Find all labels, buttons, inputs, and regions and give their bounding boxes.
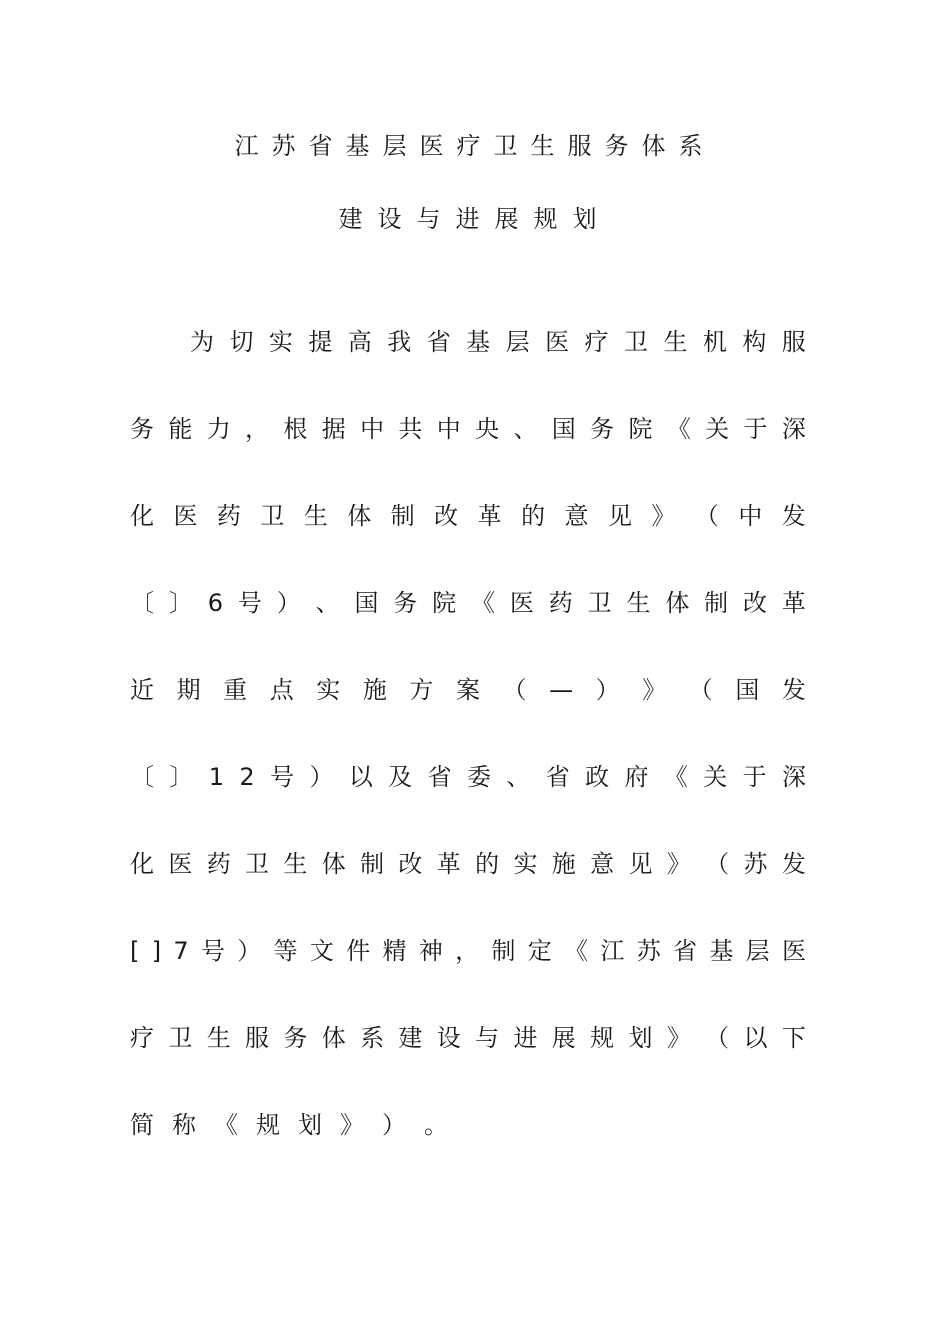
paragraph-char: 体: [321, 1024, 346, 1052]
paragraph-char: 卫: [623, 328, 648, 356]
paragraph-char: 生: [626, 589, 651, 617]
paragraph-char: 关: [705, 415, 730, 443]
paragraph-char: 提: [308, 328, 333, 356]
paragraph-char: 深: [781, 415, 806, 443]
paragraph-char: 》: [651, 502, 676, 530]
paragraph-char: 进: [513, 1024, 538, 1052]
paragraph-line: [130, 849, 806, 879]
paragraph-char: 称: [172, 1111, 196, 1139]
paragraph-char: 施: [362, 676, 387, 704]
paragraph-char: 方: [409, 676, 434, 704]
paragraph-char: 中: [738, 502, 763, 530]
paragraph-char: 及: [388, 763, 413, 791]
paragraph-char: 案: [455, 676, 480, 704]
paragraph-char: 改: [398, 850, 423, 878]
paragraph-char: 务: [393, 589, 418, 617]
paragraph-char: 政: [585, 763, 610, 791]
paragraph-line: [130, 675, 806, 705]
paragraph-char: 实: [316, 676, 341, 704]
paragraph-char: 、: [506, 763, 531, 791]
paragraph-char: （: [502, 676, 527, 704]
paragraph-char: 江: [600, 937, 625, 965]
paragraph-char: 系: [360, 1024, 385, 1052]
paragraph-char: 医: [545, 328, 570, 356]
paragraph-char: 》: [340, 1111, 364, 1139]
paragraph-char: 省: [673, 937, 698, 965]
paragraph-char: 划: [628, 1024, 653, 1052]
paragraph-char: 《: [471, 589, 496, 617]
paragraph-char: 展: [551, 1024, 576, 1052]
paragraph-char: ）: [595, 676, 620, 704]
paragraph-char: 见: [628, 850, 653, 878]
paragraph-char: 设: [436, 1024, 461, 1052]
paragraph-char: 号: [200, 937, 225, 965]
paragraph-char: ，: [245, 415, 270, 443]
paragraph-char: 于: [743, 415, 768, 443]
paragraph-char: 关: [703, 763, 728, 791]
paragraph-char: 药: [548, 589, 573, 617]
paragraph-char: 苏: [636, 937, 661, 965]
paragraph-char: 国: [354, 589, 379, 617]
paragraph-char: （: [694, 502, 719, 530]
paragraph-char: 近: [130, 676, 154, 704]
paragraph-char: 服: [781, 328, 806, 356]
paragraph-char: 精: [382, 937, 407, 965]
paragraph-char: 以: [348, 763, 373, 791]
paragraph-char: 务: [590, 415, 615, 443]
paragraph-char: 国: [551, 415, 576, 443]
paragraph-char: 我: [387, 328, 412, 356]
paragraph-char: 重: [223, 676, 248, 704]
paragraph-char: 基: [709, 937, 734, 965]
paragraph-char: 央: [475, 415, 500, 443]
paragraph-char: 等: [273, 937, 298, 965]
paragraph-char: ）: [276, 589, 301, 617]
paragraph-char: 生: [206, 1024, 231, 1052]
paragraph-char: 生: [283, 850, 308, 878]
paragraph-char: ）: [382, 1111, 406, 1139]
paragraph-line: [130, 414, 806, 444]
paragraph-char: 号: [237, 589, 262, 617]
paragraph-char: 发: [781, 850, 806, 878]
paragraph-char: 层: [745, 937, 770, 965]
paragraph-char: 深: [781, 763, 806, 791]
paragraph-char: 医: [168, 850, 193, 878]
paragraph-char: [: [130, 937, 140, 965]
paragraph-char: 定: [527, 937, 552, 965]
paragraph-char: 7: [173, 937, 189, 965]
paragraph-char: 卫: [260, 502, 285, 530]
paragraph-char: 院: [628, 415, 653, 443]
paragraph-char: 国: [735, 676, 760, 704]
paragraph-char: （: [705, 850, 730, 878]
paragraph-char: 》: [642, 676, 667, 704]
paragraph-char: 实: [268, 328, 293, 356]
paragraph-char: 1: [208, 763, 225, 791]
paragraph-char: 基: [466, 328, 491, 356]
paragraph-char: 的: [475, 850, 500, 878]
paragraph-char: 卫: [587, 589, 612, 617]
paragraph-char: 《: [666, 415, 691, 443]
paragraph-char: 根: [283, 415, 308, 443]
paragraph-char: 药: [206, 850, 231, 878]
paragraph-char: 2: [239, 763, 255, 791]
title-line-1: 江苏省基层医疗卫生服务体系: [234, 132, 716, 160]
paragraph-char: ，: [455, 937, 480, 965]
paragraph-char: 《: [214, 1111, 238, 1139]
paragraph-char: 简: [130, 1111, 154, 1139]
paragraph-char: 药: [216, 502, 241, 530]
paragraph-char: ）: [237, 937, 262, 965]
paragraph-char: 苏: [743, 850, 768, 878]
paragraph-line: [130, 762, 806, 792]
paragraph-char: 中: [360, 415, 385, 443]
paragraph-char: 神: [418, 937, 443, 965]
paragraph-char: 期: [176, 676, 201, 704]
paragraph-char: 《: [663, 763, 688, 791]
paragraph-char: 生: [303, 502, 328, 530]
paragraph-char: （: [705, 1024, 730, 1052]
paragraph-char: 务: [283, 1024, 308, 1052]
paragraph-char: 、: [513, 415, 538, 443]
paragraph-char: 实: [513, 850, 538, 878]
paragraph-char: 委: [466, 763, 491, 791]
paragraph-line: [130, 588, 806, 618]
paragraph-line: [130, 1023, 806, 1053]
paragraph-char: 制: [704, 589, 729, 617]
paragraph-char: ）: [309, 763, 334, 791]
paragraph-char: 意: [564, 502, 589, 530]
paragraph-char: 高: [347, 328, 372, 356]
paragraph-char: 《: [564, 937, 589, 965]
paragraph-char: 共: [398, 415, 423, 443]
paragraph-char: 化: [130, 502, 154, 530]
paragraph-char: 省: [426, 328, 451, 356]
paragraph-char: 力: [206, 415, 231, 443]
paragraph-char: 。: [424, 1111, 448, 1139]
paragraph-char: 件: [346, 937, 371, 965]
paragraph-char: 革: [477, 502, 502, 530]
paragraph-char: 中: [436, 415, 461, 443]
title-line-2: 建设与进展规划: [338, 205, 612, 233]
paragraph-char: 据: [321, 415, 346, 443]
paragraph-char: 制: [390, 502, 415, 530]
paragraph-char: 构: [742, 328, 767, 356]
paragraph-char: 生: [663, 328, 688, 356]
paragraph-char: 体: [665, 589, 690, 617]
paragraph-char: 发: [781, 502, 806, 530]
paragraph-char: 》: [666, 1024, 691, 1052]
paragraph-char: 府: [624, 763, 649, 791]
paragraph-char: 革: [781, 589, 806, 617]
paragraph-char: 施: [551, 850, 576, 878]
paragraph-char: 规: [590, 1024, 615, 1052]
paragraph-char: 体: [347, 502, 372, 530]
paragraph-char: 疗: [584, 328, 609, 356]
paragraph-char: —: [549, 676, 574, 704]
paragraph-char: 、: [315, 589, 340, 617]
paragraph-char: 与: [475, 1024, 500, 1052]
paragraph-char: 层: [505, 328, 530, 356]
paragraph-char: 点: [269, 676, 294, 704]
paragraph-line: [130, 936, 806, 966]
paragraph-char: 制: [491, 937, 516, 965]
paragraph-char: 下: [781, 1024, 806, 1052]
paragraph-char: 省: [427, 763, 452, 791]
paragraph-char: （: [688, 676, 713, 704]
paragraph-char: 医: [173, 502, 198, 530]
paragraph-line: [130, 501, 806, 531]
paragraph-char: 制: [360, 850, 385, 878]
paragraph-char: 省: [545, 763, 570, 791]
paragraph-char: 改: [434, 502, 459, 530]
paragraph-char: 〔: [130, 589, 154, 617]
paragraph-char: 的: [521, 502, 546, 530]
paragraph-char: 改: [743, 589, 768, 617]
paragraph-char: 见: [607, 502, 632, 530]
paragraph-char: 意: [590, 850, 615, 878]
paragraph-char: 建: [398, 1024, 423, 1052]
paragraph-char: 卫: [168, 1024, 193, 1052]
paragraph-char: ]: [151, 937, 162, 965]
paragraph-char: 医: [781, 937, 806, 965]
paragraph-char: 号: [270, 763, 295, 791]
paragraph-char: 6: [207, 589, 223, 617]
paragraph-char: 〔: [130, 763, 154, 791]
paragraph-char: 体: [321, 850, 346, 878]
paragraph-char: 服: [245, 1024, 270, 1052]
paragraph-char: 规: [256, 1111, 280, 1139]
paragraph-char: 革: [436, 850, 461, 878]
paragraph-char: 能: [168, 415, 193, 443]
paragraph-line: [130, 1110, 806, 1140]
paragraph-char: 院: [432, 589, 457, 617]
paragraph-char: 于: [742, 763, 767, 791]
paragraph-char: 发: [781, 676, 806, 704]
paragraph-char: 卫: [245, 850, 270, 878]
paragraph-char: 以: [743, 1024, 768, 1052]
paragraph-char: 文: [309, 937, 334, 965]
paragraph-char: 化: [130, 850, 154, 878]
paragraph-char: 〕: [169, 763, 194, 791]
paragraph-char: 疗: [130, 1024, 154, 1052]
paragraph-char: 〕: [168, 589, 193, 617]
paragraph-char: 为: [190, 328, 214, 356]
paragraph-char: 划: [298, 1111, 322, 1139]
paragraph-char: 切: [229, 328, 254, 356]
paragraph-line: [190, 327, 806, 357]
paragraph-char: 》: [666, 850, 691, 878]
paragraph-char: 务: [130, 415, 154, 443]
paragraph-char: 机: [702, 328, 727, 356]
paragraph-char: 医: [509, 589, 534, 617]
